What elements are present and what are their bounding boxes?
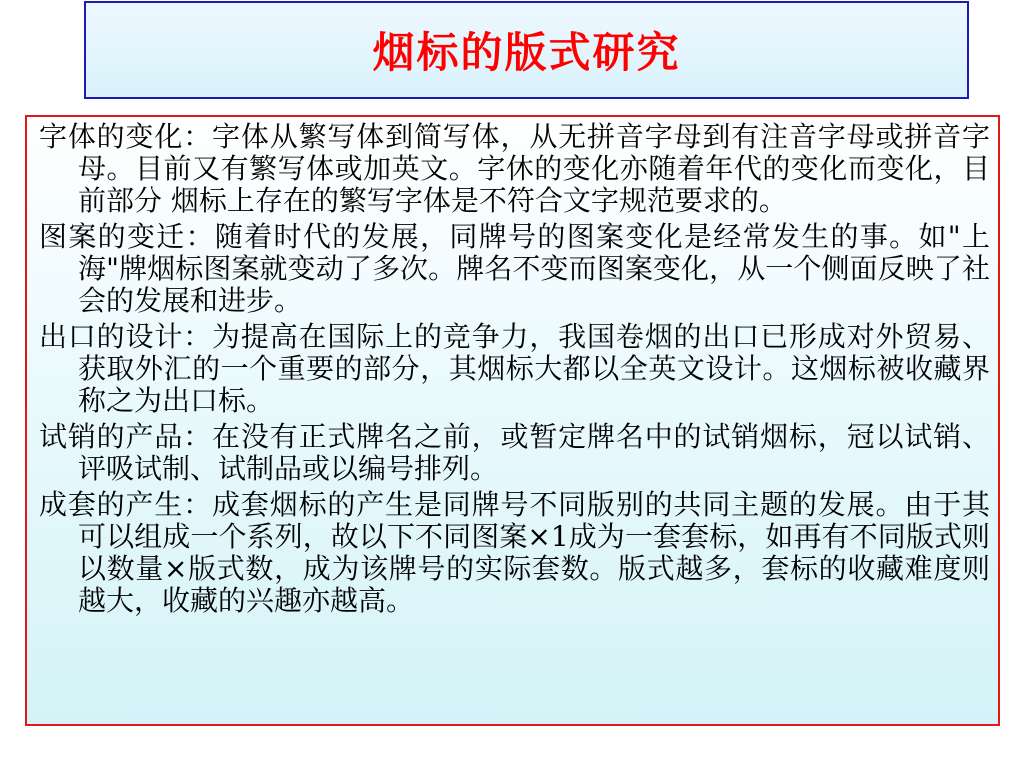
content-box <box>25 115 1000 726</box>
paragraph-trial-product: 试销的产品：在没有正式牌名之前，或暂定牌名中的试销烟标，冠以试销、评吸试制、试制品或以编号排列。 <box>39 420 990 485</box>
paragraph-export-design: 出口的设计：为提高在国际上的竞争力，我国卷烟的出口已形成对外贸易、获取外汇的一个重要的部分，其烟标大都以全英文设计。这烟标被收藏界称之为出口标。 <box>39 320 990 417</box>
paragraph-font-change: 字体的变化：字体从繁写体到简写体，从无拼音字母到有注音字母或拼音字母。目前又有繁写体或加英文。字休的变化亦随着年代的变化而变化，目前部分 烟标上存在的繁写字体是不符合文字规范要求的。 <box>39 120 990 217</box>
paragraph-set-production: 成套的产生：成套烟标的产生是同牌号不同版别的共同主题的发展。由于其可以组成一个系列，故以下不同图案×1成为一套套标，如再有不同版式则以数量×版式数，成为该牌号的实际套数。版式越多，套标的收藏难度则越大，收藏的兴趣亦越高。 <box>39 488 990 617</box>
paragraph-pattern-change: 图案的变迁：随着时代的发展，同牌号的图案变化是经常发生的事。如"上海"牌烟标图案就变动了多次。牌名不变而图案变化，从一个侧面反映了社会的发展和进步。 <box>39 220 990 317</box>
slide-title: 烟标的版式研究 <box>372 28 681 77</box>
title-box <box>84 1 969 99</box>
